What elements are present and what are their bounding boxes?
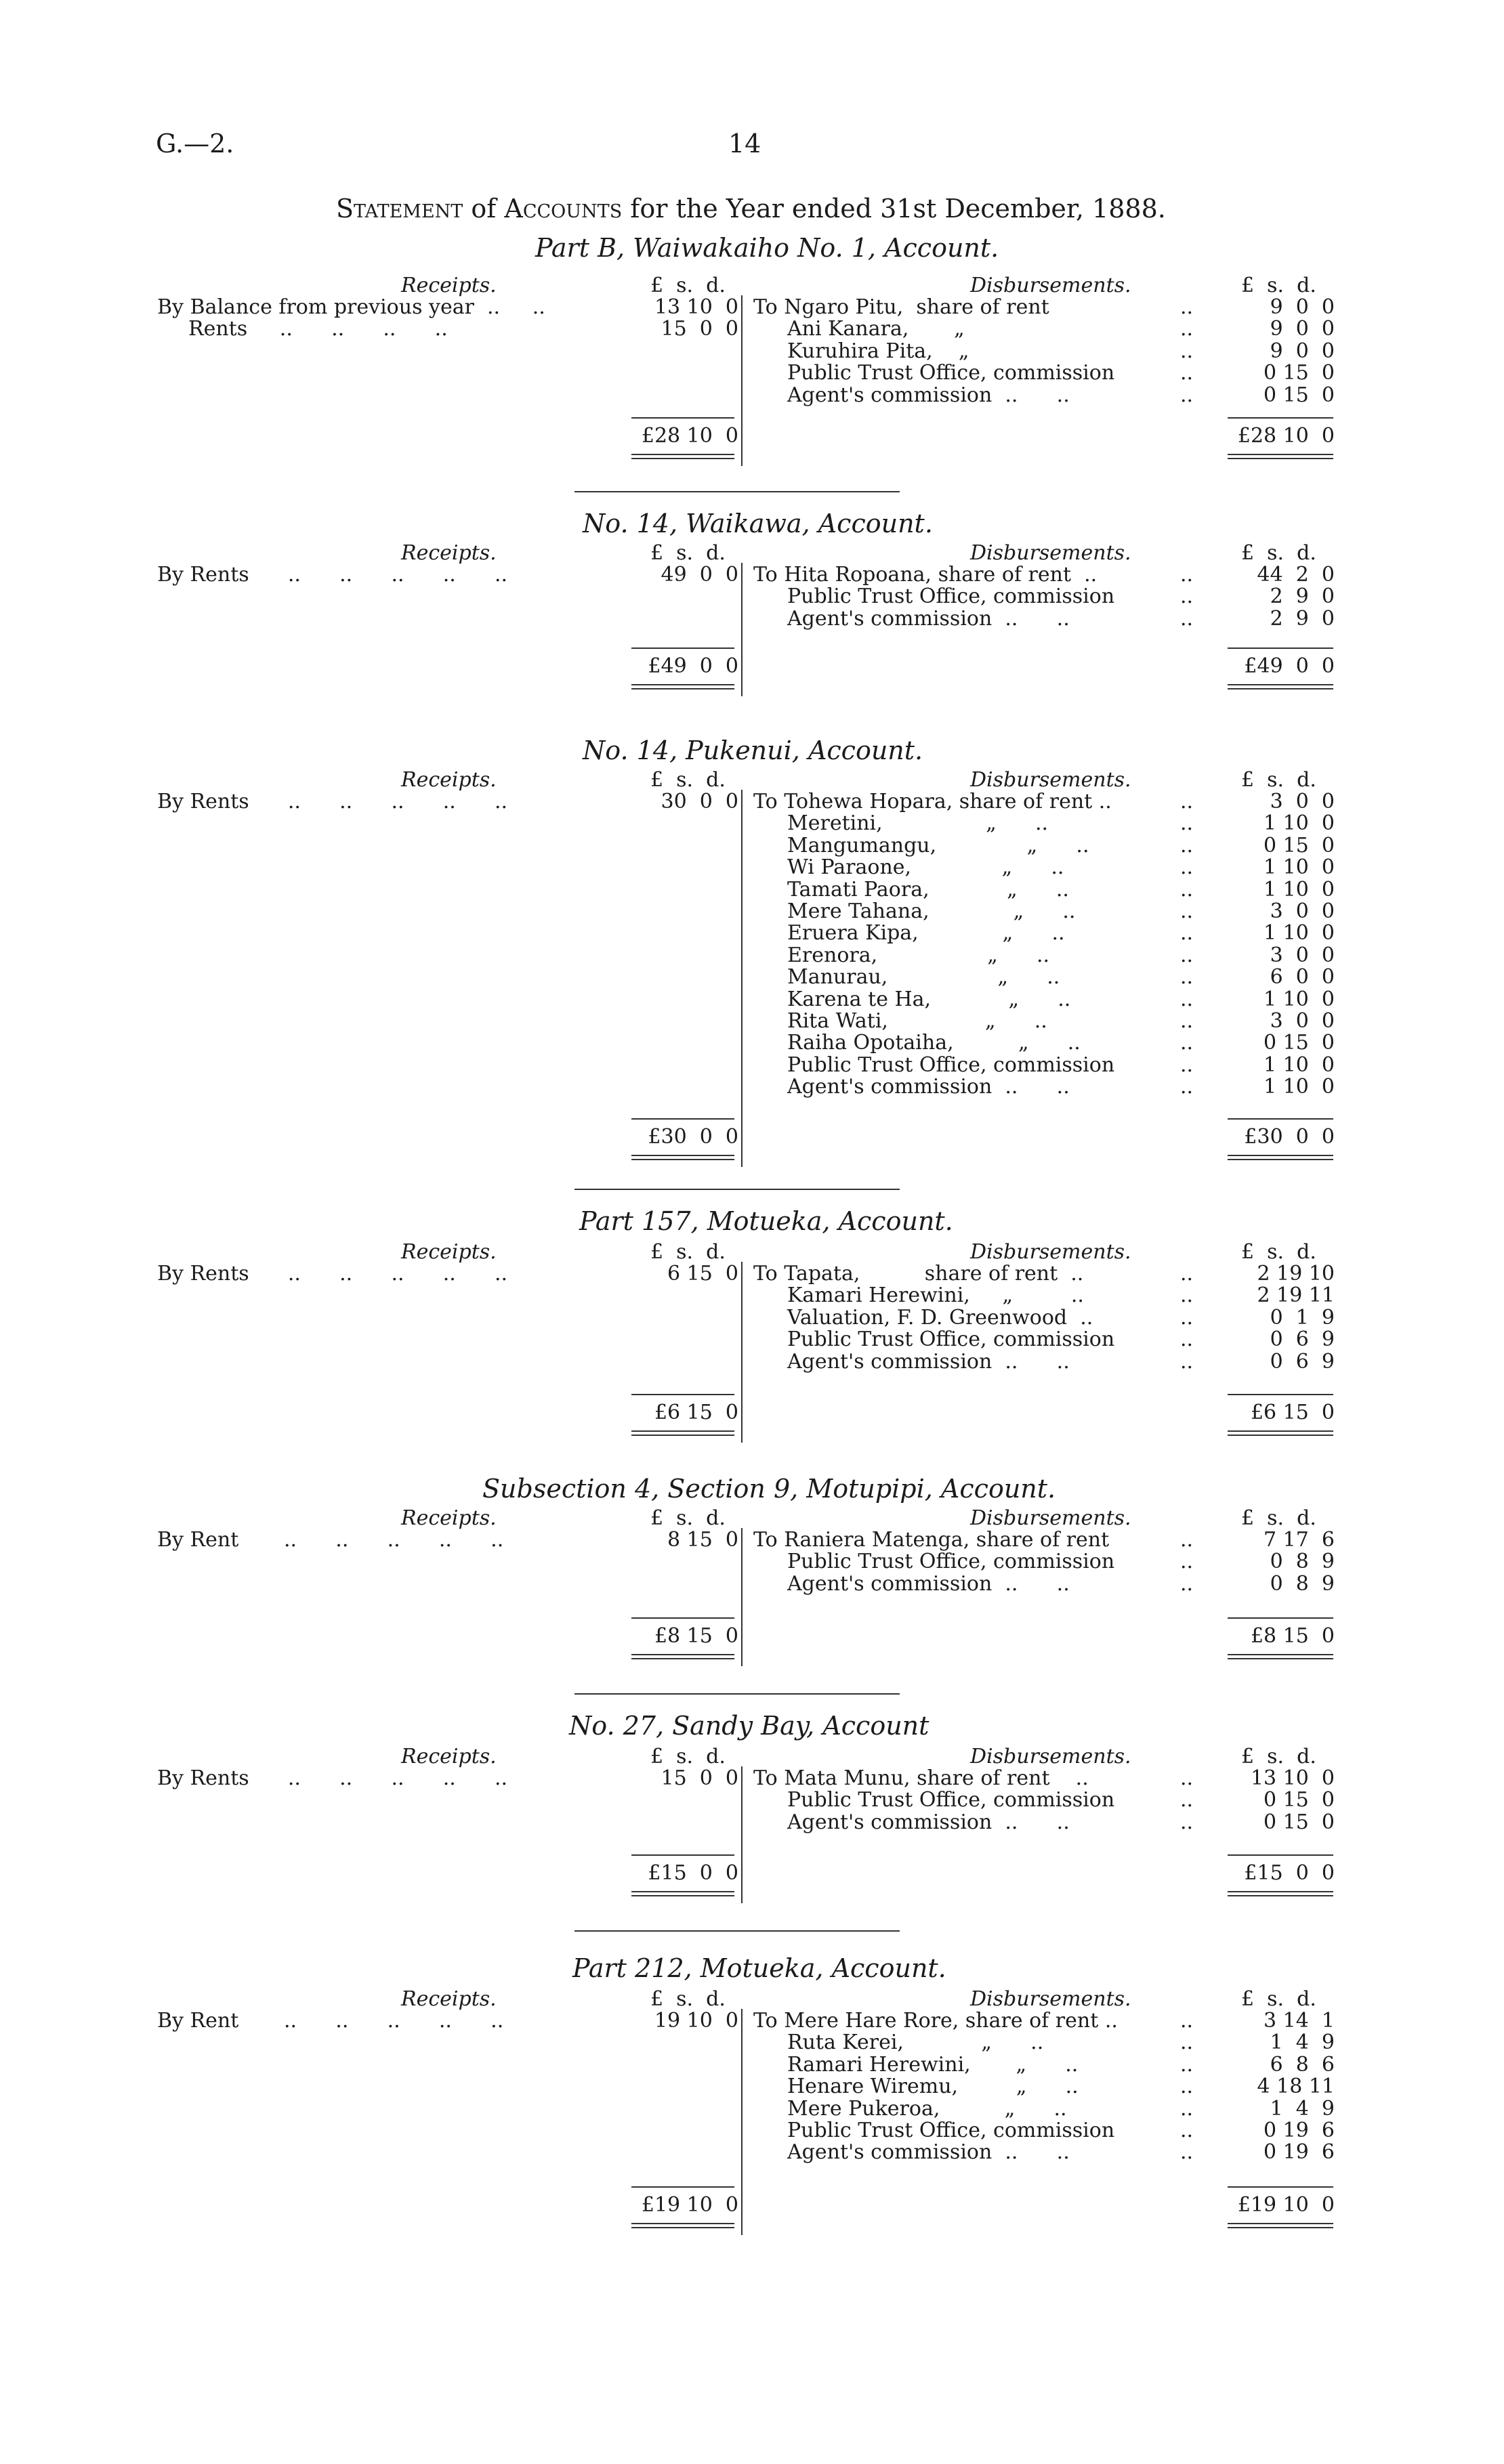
receipt-label: By Rents .. .. .. .. .. xyxy=(157,563,508,587)
receipts-header: Receipts. xyxy=(401,1506,497,1530)
receipts-subtotal-rule xyxy=(631,1854,734,1856)
disbursements-total-rule xyxy=(1228,684,1333,685)
receipts-total-rule xyxy=(631,1155,734,1156)
disbursements-total-rule xyxy=(1228,1435,1333,1436)
disbursement-amount: 9 0 0 xyxy=(1270,317,1335,341)
receipts-total: £49 0 0 xyxy=(648,654,738,678)
disbursement-label: Tamati Paora, „ .. xyxy=(787,877,1069,901)
disbursements-total-rule xyxy=(1228,454,1333,455)
disbursements-lsd-header: £ s. d. xyxy=(1241,541,1316,565)
receipts-total-rule xyxy=(631,1654,734,1655)
disbursements-total-rule xyxy=(1228,458,1333,459)
account-title: No. 14, Pukenui, Account. xyxy=(583,736,923,765)
title-word-accounts: Accounts xyxy=(504,194,623,224)
disbursements-header: Disbursements. xyxy=(970,1506,1131,1530)
disbursement-amount: 1 10 0 xyxy=(1263,877,1335,901)
disbursement-amount: 0 8 9 xyxy=(1270,1550,1335,1574)
disbursement-amount: 0 15 0 xyxy=(1263,1031,1335,1055)
column-divider xyxy=(741,563,743,696)
disbursement-leader: .. xyxy=(1180,790,1194,813)
disbursements-total-rule xyxy=(1228,2223,1333,2224)
receipts-lsd-header: £ s. d. xyxy=(650,1240,726,1264)
account-title: No. 27, Sandy Bay, Account xyxy=(569,1711,929,1741)
disbursements-total-rule xyxy=(1228,2227,1333,2228)
disbursement-amount: 0 19 6 xyxy=(1263,2140,1335,2165)
disbursement-amount: 0 15 0 xyxy=(1263,833,1335,857)
disbursement-amount: 0 6 9 xyxy=(1270,1349,1335,1374)
disbursement-amount: 3 0 0 xyxy=(1270,943,1335,967)
receipts-total-rule xyxy=(631,1895,734,1896)
disbursement-leader: .. xyxy=(1180,1009,1194,1033)
title-word-of: of xyxy=(463,194,505,224)
disbursements-lsd-header: £ s. d. xyxy=(1241,1745,1316,1768)
disbursement-amount: 0 1 9 xyxy=(1270,1305,1335,1330)
disbursement-label: Eruera Kipa, „ .. xyxy=(787,921,1065,946)
disbursements-header: Disbursements. xyxy=(970,541,1131,565)
disbursement-label: Public Trust Office, commission xyxy=(787,361,1115,385)
disbursements-lsd-header: £ s. d. xyxy=(1241,768,1316,792)
receipts-header: Receipts. xyxy=(401,768,497,792)
receipts-total-rule xyxy=(631,1159,734,1160)
disbursement-amount: 1 10 0 xyxy=(1263,855,1335,880)
disbursement-leader: .. xyxy=(1180,361,1194,385)
column-divider xyxy=(741,790,743,1167)
disbursement-amount: 2 9 0 xyxy=(1270,585,1335,609)
receipts-lsd-header: £ s. d. xyxy=(650,274,726,297)
receipt-amount: 13 10 0 xyxy=(654,295,738,319)
disbursements-total-rule xyxy=(1228,1159,1333,1160)
receipt-label: Rents .. .. .. .. xyxy=(188,317,448,341)
disbursement-leader: .. xyxy=(1180,383,1194,407)
disbursement-leader: .. xyxy=(1180,2009,1194,2033)
section-separator xyxy=(575,491,900,492)
disbursement-leader: .. xyxy=(1180,2075,1194,2099)
disbursement-label: Public Trust Office, commission xyxy=(787,1550,1115,1574)
disbursement-leader: .. xyxy=(1180,899,1194,923)
disbursement-label: Wi Paraone, „ .. xyxy=(787,855,1064,880)
disbursement-amount: 3 0 0 xyxy=(1270,1009,1335,1033)
document-reference: G.—2. xyxy=(156,129,234,158)
receipts-total: £19 10 0 xyxy=(641,2193,738,2217)
receipts-lsd-header: £ s. d. xyxy=(650,1745,726,1768)
column-divider xyxy=(741,1528,743,1666)
disbursements-total-rule xyxy=(1228,688,1333,689)
receipts-subtotal-rule xyxy=(631,417,734,419)
disbursement-amount: 0 6 9 xyxy=(1270,1327,1335,1352)
receipts-header: Receipts. xyxy=(401,1987,497,2011)
disbursement-amount: 0 8 9 xyxy=(1270,1571,1335,1596)
receipts-total-rule xyxy=(631,1430,734,1432)
disbursement-label: Manurau, „ .. xyxy=(787,965,1060,990)
receipt-amount: 19 10 0 xyxy=(654,2009,738,2033)
section-separator xyxy=(575,1189,900,1190)
disbursements-total-rule xyxy=(1228,1658,1333,1659)
receipts-total-rule xyxy=(631,688,734,689)
disbursement-label: Public Trust Office, commission xyxy=(787,1788,1115,1812)
account-title: No. 14, Waikawa, Account. xyxy=(583,509,933,538)
disbursement-label: Agent's commission .. .. xyxy=(787,383,1070,407)
disbursements-subtotal-rule xyxy=(1228,1394,1333,1395)
disbursement-label: Agent's commission .. .. xyxy=(787,1571,1070,1596)
receipts-total-rule xyxy=(631,1435,734,1436)
disbursement-leader: .. xyxy=(1180,2052,1194,2077)
disbursement-amount: 1 10 0 xyxy=(1263,811,1335,836)
disbursement-leader: .. xyxy=(1180,1788,1194,1812)
receipt-label: By Rent .. .. .. .. .. xyxy=(157,2009,504,2033)
disbursement-label: To Mata Munu, share of rent .. xyxy=(753,1766,1089,1790)
disbursement-leader: .. xyxy=(1180,606,1194,631)
disbursement-leader: .. xyxy=(1180,1327,1194,1352)
disbursement-leader: .. xyxy=(1180,1075,1194,1099)
disbursement-amount: 6 8 6 xyxy=(1270,2052,1335,2077)
disbursement-leader: .. xyxy=(1180,2096,1194,2121)
disbursement-leader: .. xyxy=(1180,1528,1194,1552)
disbursement-amount: 0 15 0 xyxy=(1263,1810,1335,1834)
title-word-statement: Statement xyxy=(336,194,463,224)
disbursement-amount: 3 14 1 xyxy=(1263,2009,1335,2033)
disbursement-label: To Tapata, share of rent .. xyxy=(753,1262,1084,1286)
disbursement-amount: 1 10 0 xyxy=(1263,921,1335,946)
disbursements-total: £15 0 0 xyxy=(1244,1861,1335,1885)
disbursement-leader: .. xyxy=(1180,1349,1194,1374)
account-title: Part 212, Motueka, Account. xyxy=(572,1953,946,1983)
disbursement-leader: .. xyxy=(1180,965,1194,990)
receipt-label: By Rents .. .. .. .. .. xyxy=(157,790,508,813)
receipt-label: By Rents .. .. .. .. .. xyxy=(157,1766,508,1790)
disbursement-label: Public Trust Office, commission xyxy=(787,1053,1115,1077)
receipts-total-rule xyxy=(631,2227,734,2228)
disbursement-label: To Mere Hare Rore, share of rent .. xyxy=(753,2009,1118,2033)
disbursement-label: Ruta Kerei, „ .. xyxy=(787,2031,1044,2055)
disbursement-leader: .. xyxy=(1180,1550,1194,1574)
disbursement-leader: .. xyxy=(1180,1262,1194,1286)
receipts-lsd-header: £ s. d. xyxy=(650,1506,726,1530)
receipts-header: Receipts. xyxy=(401,1745,497,1768)
disbursements-subtotal-rule xyxy=(1228,1854,1333,1856)
disbursement-amount: 3 0 0 xyxy=(1270,790,1335,813)
disbursement-label: Mere Tahana, „ .. xyxy=(787,899,1076,923)
disbursements-total-rule xyxy=(1228,1430,1333,1432)
disbursement-amount: 13 10 0 xyxy=(1250,1766,1335,1790)
receipts-lsd-header: £ s. d. xyxy=(650,1987,726,2011)
disbursement-label: Raiha Opotaiha, „ .. xyxy=(787,1031,1081,1055)
disbursement-label: Mangumangu, „ .. xyxy=(787,833,1089,857)
disbursement-amount: 0 15 0 xyxy=(1263,383,1335,407)
disbursements-total: £6 15 0 xyxy=(1250,1401,1335,1424)
disbursements-subtotal-rule xyxy=(1228,2186,1333,2188)
disbursement-label: Meretini, „ .. xyxy=(787,811,1049,836)
receipts-lsd-header: £ s. d. xyxy=(650,541,726,565)
section-separator xyxy=(575,1930,900,1932)
receipts-total: £30 0 0 xyxy=(648,1125,738,1149)
disbursement-leader: .. xyxy=(1180,877,1194,901)
disbursement-leader: .. xyxy=(1180,1053,1194,1077)
disbursement-amount: 6 0 0 xyxy=(1270,965,1335,990)
disbursements-total-rule xyxy=(1228,1155,1333,1156)
title-rest: for the Year ended 31st December, 1888. xyxy=(622,194,1166,224)
receipts-total: £6 15 0 xyxy=(654,1401,738,1424)
disbursement-amount: 1 10 0 xyxy=(1263,1075,1335,1099)
disbursement-amount: 0 19 6 xyxy=(1263,2119,1335,2142)
column-divider xyxy=(741,1262,743,1443)
receipt-label: By Rents .. .. .. .. .. xyxy=(157,1262,508,1286)
receipts-header: Receipts. xyxy=(401,541,497,565)
disbursement-leader: .. xyxy=(1180,1766,1194,1790)
disbursement-label: Henare Wiremu, „ .. xyxy=(787,2075,1079,2099)
disbursements-total-rule xyxy=(1228,1891,1333,1892)
disbursement-amount: 1 4 9 xyxy=(1270,2096,1335,2121)
disbursement-amount: 2 19 10 xyxy=(1257,1262,1335,1286)
receipts-total-rule xyxy=(631,2223,734,2224)
disbursement-leader: .. xyxy=(1180,855,1194,880)
disbursement-leader: .. xyxy=(1180,1031,1194,1055)
receipts-total-rule xyxy=(631,684,734,685)
disbursements-subtotal-rule xyxy=(1228,1617,1333,1619)
disbursements-header: Disbursements. xyxy=(970,1240,1131,1264)
receipts-subtotal-rule xyxy=(631,1118,734,1120)
disbursements-total-rule xyxy=(1228,1654,1333,1655)
disbursements-total: £28 10 0 xyxy=(1237,424,1335,448)
disbursements-header: Disbursements. xyxy=(970,1987,1131,2011)
receipts-total-rule xyxy=(631,458,734,459)
section-separator xyxy=(575,1693,900,1695)
disbursement-label: Ani Kanara, „ xyxy=(787,317,965,341)
disbursement-leader: .. xyxy=(1180,2119,1194,2142)
disbursement-amount: 1 10 0 xyxy=(1263,1053,1335,1077)
statement-title xyxy=(336,194,1166,224)
disbursements-total-rule xyxy=(1228,1895,1333,1896)
account-title: Part B, Waiwakaiho No. 1, Account. xyxy=(535,233,999,263)
disbursement-label: Valuation, F. D. Greenwood .. xyxy=(787,1305,1093,1330)
disbursement-amount: 2 19 11 xyxy=(1257,1283,1335,1308)
disbursement-label: To Ngaro Pitu, share of rent xyxy=(753,295,1049,319)
disbursement-amount: 44 2 0 xyxy=(1257,563,1335,587)
disbursements-header: Disbursements. xyxy=(970,768,1131,792)
disbursement-leader: .. xyxy=(1180,295,1194,319)
column-divider xyxy=(741,1766,743,1903)
disbursement-label: Agent's commission .. .. xyxy=(787,606,1070,631)
disbursements-header: Disbursements. xyxy=(970,274,1131,297)
receipt-amount: 49 0 0 xyxy=(661,563,738,587)
disbursements-subtotal-rule xyxy=(1228,647,1333,649)
disbursement-label: Kuruhira Pita, „ xyxy=(787,339,969,363)
disbursements-lsd-header: £ s. d. xyxy=(1241,274,1316,297)
disbursement-amount: 4 18 11 xyxy=(1257,2075,1335,2099)
disbursements-lsd-header: £ s. d. xyxy=(1241,1506,1316,1530)
disbursement-leader: .. xyxy=(1180,339,1194,363)
disbursement-leader: .. xyxy=(1180,1810,1194,1834)
disbursement-label: Public Trust Office, commission xyxy=(787,585,1115,609)
disbursement-leader: .. xyxy=(1180,2140,1194,2165)
receipts-lsd-header: £ s. d. xyxy=(650,768,726,792)
page-number: 14 xyxy=(728,129,761,158)
receipt-amount: 30 0 0 xyxy=(661,790,738,813)
receipt-label: By Balance from previous year .. .. xyxy=(157,295,545,319)
disbursement-leader: .. xyxy=(1180,585,1194,609)
disbursements-total: £19 10 0 xyxy=(1237,2193,1335,2217)
disbursement-label: Public Trust Office, commission xyxy=(787,1327,1115,1352)
account-title: Part 157, Motueka, Account. xyxy=(579,1206,953,1236)
disbursement-label: Agent's commission .. .. xyxy=(787,1810,1070,1834)
receipt-amount: 15 0 0 xyxy=(661,317,738,341)
disbursements-total: £30 0 0 xyxy=(1244,1125,1335,1149)
disbursements-subtotal-rule xyxy=(1228,1118,1333,1120)
disbursement-leader: .. xyxy=(1180,1283,1194,1308)
receipts-total-rule xyxy=(631,1658,734,1659)
disbursement-label: To Hita Ropoana, share of rent .. xyxy=(753,563,1098,587)
disbursement-label: Agent's commission .. .. xyxy=(787,2140,1070,2165)
disbursement-label: Agent's commission .. .. xyxy=(787,1075,1070,1099)
disbursement-amount: 9 0 0 xyxy=(1270,339,1335,363)
receipts-total: £15 0 0 xyxy=(648,1861,738,1885)
disbursement-label: Public Trust Office, commission xyxy=(787,2119,1115,2142)
disbursement-label: Rita Wati, „ .. xyxy=(787,1009,1047,1033)
disbursement-label: Agent's commission .. .. xyxy=(787,1349,1070,1374)
disbursements-subtotal-rule xyxy=(1228,417,1333,419)
receipt-label: By Rent .. .. .. .. .. xyxy=(157,1528,504,1552)
receipt-amount: 6 15 0 xyxy=(667,1262,738,1286)
receipts-subtotal-rule xyxy=(631,1617,734,1619)
receipts-total: £8 15 0 xyxy=(654,1624,738,1648)
disbursement-leader: .. xyxy=(1180,811,1194,836)
receipt-amount: 15 0 0 xyxy=(661,1766,738,1790)
disbursement-amount: 0 15 0 xyxy=(1263,361,1335,385)
disbursement-leader: .. xyxy=(1180,921,1194,946)
disbursement-amount: 1 4 9 xyxy=(1270,2031,1335,2055)
disbursements-total: £8 15 0 xyxy=(1250,1624,1335,1648)
disbursement-label: Kamari Herewini, „ .. xyxy=(787,1283,1084,1308)
disbursement-label: Ramari Herewini, „ .. xyxy=(787,2052,1079,2077)
disbursement-amount: 2 9 0 xyxy=(1270,606,1335,631)
disbursements-lsd-header: £ s. d. xyxy=(1241,1987,1316,2011)
disbursement-leader: .. xyxy=(1180,943,1194,967)
disbursement-label: To Tohewa Hopara, share of rent .. xyxy=(753,790,1112,813)
receipts-header: Receipts. xyxy=(401,1240,497,1264)
disbursement-leader: .. xyxy=(1180,833,1194,857)
disbursement-label: Karena te Ha, „ .. xyxy=(787,987,1071,1011)
disbursement-label: Mere Pukeroa, „ .. xyxy=(787,2096,1067,2121)
disbursement-label: To Raniera Matenga, share of rent xyxy=(753,1528,1110,1552)
receipts-subtotal-rule xyxy=(631,647,734,649)
disbursement-amount: 1 10 0 xyxy=(1263,987,1335,1011)
disbursements-header: Disbursements. xyxy=(970,1745,1131,1768)
receipts-subtotal-rule xyxy=(631,1394,734,1395)
disbursement-leader: .. xyxy=(1180,1571,1194,1596)
disbursement-amount: 7 17 6 xyxy=(1263,1528,1335,1552)
account-title: Subsection 4, Section 9, Motupipi, Account. xyxy=(482,1474,1056,1504)
disbursement-label: Erenora, „ .. xyxy=(787,943,1050,967)
receipt-amount: 8 15 0 xyxy=(667,1528,738,1552)
disbursement-amount: 9 0 0 xyxy=(1270,295,1335,319)
disbursement-amount: 0 15 0 xyxy=(1263,1788,1335,1812)
disbursement-leader: .. xyxy=(1180,317,1194,341)
disbursement-leader: .. xyxy=(1180,2031,1194,2055)
column-divider xyxy=(741,295,743,466)
disbursements-total: £49 0 0 xyxy=(1244,654,1335,678)
receipts-total-rule xyxy=(631,1891,734,1892)
disbursement-amount: 3 0 0 xyxy=(1270,899,1335,923)
receipts-total-rule xyxy=(631,454,734,455)
receipts-header: Receipts. xyxy=(401,274,497,297)
disbursements-lsd-header: £ s. d. xyxy=(1241,1240,1316,1264)
disbursement-leader: .. xyxy=(1180,563,1194,587)
disbursement-leader: .. xyxy=(1180,1305,1194,1330)
disbursement-leader: .. xyxy=(1180,987,1194,1011)
receipts-subtotal-rule xyxy=(631,2186,734,2188)
column-divider xyxy=(741,2009,743,2235)
receipts-total: £28 10 0 xyxy=(641,424,738,448)
